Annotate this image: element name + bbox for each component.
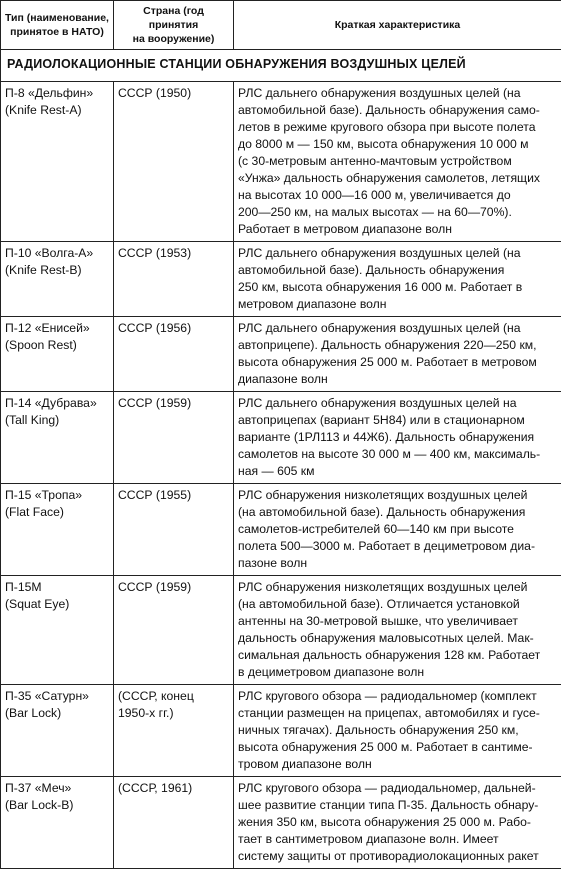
table-row [1, 242, 561, 317]
table-row [1, 82, 561, 242]
cell-description: РЛС кругового обзора — радиодальномер (комплект станции размещен на прицепах, автомобилях и гусе- ничных тягачах). Дальность обнаружения 250 км, высота обнаружения 25 000 м. Работает в сантиме- тровом диапазоне волн [234, 685, 561, 777]
table-row [1, 685, 561, 777]
cell-country: (СССР, конец 1950-х гг.) [114, 685, 234, 777]
header-type: Тип (наименование, принятое в НАТО) [1, 1, 114, 50]
cell-country: СССР (1950) [114, 82, 234, 242]
cell-type: П-15М (Squat Eye) [1, 576, 114, 685]
header-description: Краткая характеристика [234, 1, 561, 50]
cell-type: П-10 «Волга-А» (Knife Rest-B) [1, 242, 114, 317]
cell-type: П-8 «Дельфин» (Knife Rest-A) [1, 82, 114, 242]
cell-country: (СССР, 1961) [114, 777, 234, 869]
cell-description: РЛС дальнего обнаружения воздушных целей на автоприцепах (вариант 5Н84) или в стационарном варианте (1РЛ113 и 44Ж6). Дальность обнаружения самолетов на высоте 30 000 м — 400 км, максималь- ная — 605 км [234, 392, 561, 484]
cell-type: П-35 «Сатурн» (Bar Lock) [1, 685, 114, 777]
cell-country: СССР (1955) [114, 484, 234, 576]
cell-type: П-12 «Енисей» (Spoon Rest) [1, 317, 114, 392]
cell-type: П-14 «Дубрава» (Tall King) [1, 392, 114, 484]
cell-type: П-37 «Меч» (Bar Lock-B) [1, 777, 114, 869]
section-title: РАДИОЛОКАЦИОННЫЕ СТАНЦИИ ОБНАРУЖЕНИЯ ВОЗДУШНЫХ ЦЕЛЕЙ [1, 50, 561, 82]
table-row [1, 392, 561, 484]
cell-description: РЛС обнаружения низколетящих воздушных целей (на автомобильной базе). Отличается установкой антенны на 30-метровой вышке, что увеличивает дальность обнаружения маловысотных целей. Мак- симальная дальность обнаружения 128 км. Работает в дециметровом диапазоне волн [234, 576, 561, 685]
cell-description: РЛС дальнего обнаружения воздушных целей (на автоприцепе). Дальность обнаружения 220—250 км, высота обнаружения 25 000 м. Работает в метровом диапазоне волн [234, 317, 561, 392]
cell-country: СССР (1953) [114, 242, 234, 317]
table-row [1, 317, 561, 392]
cell-description: РЛС обнаружения низколетящих воздушных целей (на автомобильной базе). Дальность обнаружения самолетов-истребителей 60—140 км при высоте полета 500—3000 м. Работает в дециметровом диа- пазоне волн [234, 484, 561, 576]
section-row [1, 50, 561, 82]
table-header [1, 1, 561, 50]
header-row [1, 1, 561, 50]
cell-description: РЛС кругового обзора — радиодальномер, дальней- шее развитие станции типа П-35. Дальность обнару- жения 350 км, высота обнаружения 25 000 м. Рабо- тает в сантиметровом диапазоне волн. Имеет систему защиты от противорадиолокационных ракет [234, 777, 561, 869]
table-row [1, 777, 561, 869]
cell-country: СССР (1959) [114, 392, 234, 484]
cell-description: РЛС дальнего обнаружения воздушных целей (на автомобильной базе). Дальность обнаружения само- летов в режиме кругового обзора при высоте полета до 8000 м — 150 км, высота обнаружения 10 000 м (с 30-метровым антенно-мачтовым устройством «Унжа» дальность обнаружения самолетов, летящих на высотах 10 000—16 000 м, увеличивается до 200—250 км, на малых высотах — на 60—70%). Работает в метровом диапазоне волн [234, 82, 561, 242]
table-row [1, 576, 561, 685]
table-row [1, 484, 561, 576]
table-body [1, 50, 561, 869]
cell-description: РЛС дальнего обнаружения воздушных целей (на автомобильной базе). Дальность обнаружения 250 км, высота обнаружения 16 000 м. Работает в метровом диапазоне волн [234, 242, 561, 317]
cell-country: СССР (1956) [114, 317, 234, 392]
cell-type: П-15 «Тропа» (Flat Face) [1, 484, 114, 576]
header-country: Страна (год принятия на вооружение) [114, 1, 234, 50]
cell-country: СССР (1959) [114, 576, 234, 685]
